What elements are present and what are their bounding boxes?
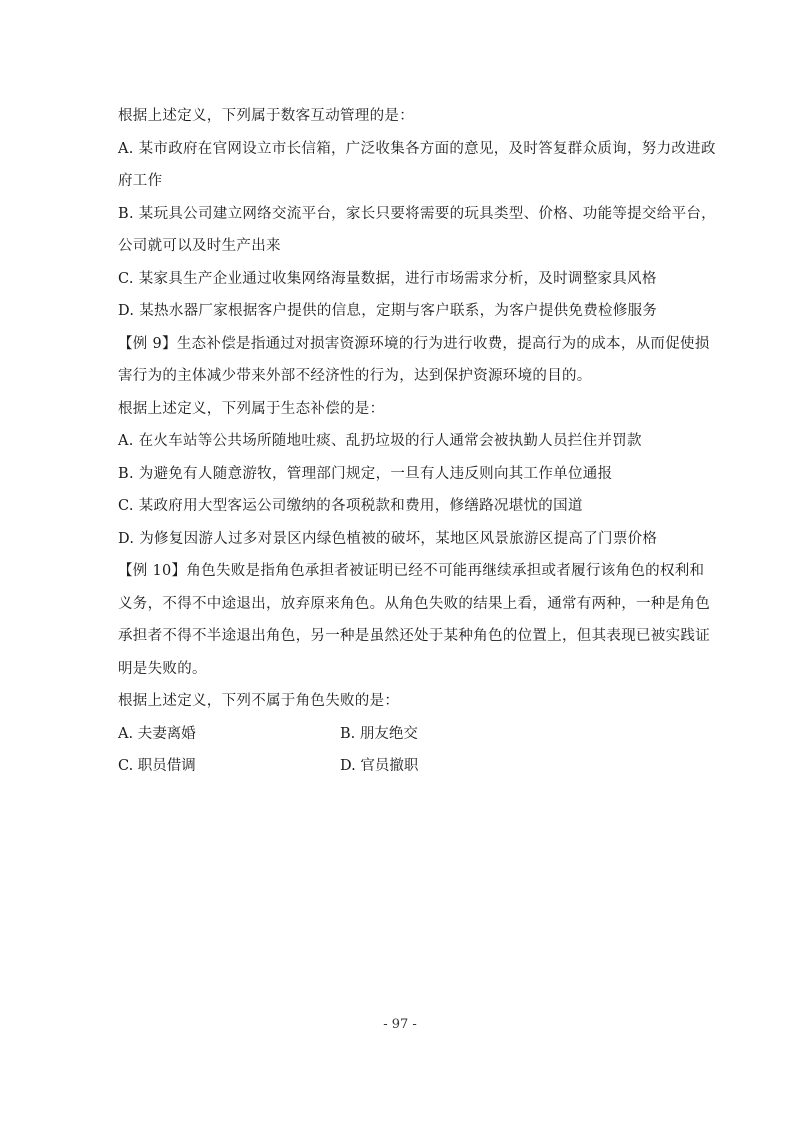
question-8-prompt: 根据上述定义，下列属于数客互动管理的是： [118, 108, 414, 124]
question-9-prompt: 根据上述定义，下列属于生态补偿的是： [118, 400, 385, 417]
question-10-options-row-2 [118, 750, 698, 783]
question-8-option-a-line-2: 府工作 [118, 173, 163, 189]
question-10-option-c: C. 职员借调 [118, 758, 196, 774]
question-9-option-c: C. 某政府用大型客运公司缴纳的各项税款和费用，修缮路况堪忧的国道 [118, 498, 583, 514]
question-9-stem-line-2: 害行为的主体减少带来外部不经济性的行为，达到保护资源环境的目的。 [118, 368, 592, 384]
question-10-stem-line-2: 义务，不得不中途退出，放弃原来角色。从角色失败的结果上看，通常有两种，一种是角色 [118, 595, 710, 612]
question-9-option-b: B. 为避免有人随意游牧，管理部门规定，一旦有人违反则向其工作单位通报 [118, 465, 613, 482]
question-8-option-d: D. 某热水器厂家根据客户提供的信息，定期与客户联系，为客户提供免费检修服务 [118, 303, 658, 319]
page-number: - 97 - [383, 1017, 417, 1032]
question-9-option-a: A. 在火车站等公共场所随地吐痰、乱扔垃圾的行人通常会被执勤人员拦住并罚款 [118, 433, 642, 449]
question-8-option-b-line-1: B. 某玩具公司建立网络交流平台，家长只要将需要的玩具类型、价格、功能等提交给平台， [118, 205, 716, 222]
question-9-stem-line-1: 【例 9】生态补偿是指通过对损害资源环境的行为进行收费，提高行为的成本，从而促使损 [118, 335, 710, 352]
question-10-prompt: 根据上述定义，下列不属于角色失败的是： [118, 693, 400, 709]
question-10-options-row-1 [118, 718, 698, 751]
question-10-option-d: D. 官员撤职 [340, 758, 419, 774]
question-9-option-d: D. 为修复因游人过多对景区内绿色植被的破坏，某地区风景旅游区提高了门票价格 [118, 530, 658, 547]
question-10-stem-line-1: 【例 10】角色失败是指角色承担者被证明已经不可能再继续承担或者履行该角色的权利和 [118, 563, 705, 579]
page-content [118, 100, 716, 783]
question-10-stem-line-4: 明是失败的。 [118, 660, 207, 677]
question-8-option-b-line-2: 公司就可以及时生产出来 [118, 238, 281, 254]
question-10-option-b: B. 朋友绝交 [340, 725, 418, 742]
question-10-stem-line-3: 承担者不得不半途退出角色，另一种是虽然还处于某种角色的位置上，但其表现已被实践证 [118, 628, 710, 644]
question-10-option-a: A. 夫妻离婚 [118, 725, 196, 742]
question-8-option-c: C. 某家具生产企业通过收集网络海量数据，进行市场需求分析，及时调整家具风格 [118, 270, 657, 287]
question-8-option-a-line-1: A. 某市政府在官网设立市长信箱，广泛收集各方面的意见，及时答复群众质询，努力改进政 [118, 140, 716, 157]
